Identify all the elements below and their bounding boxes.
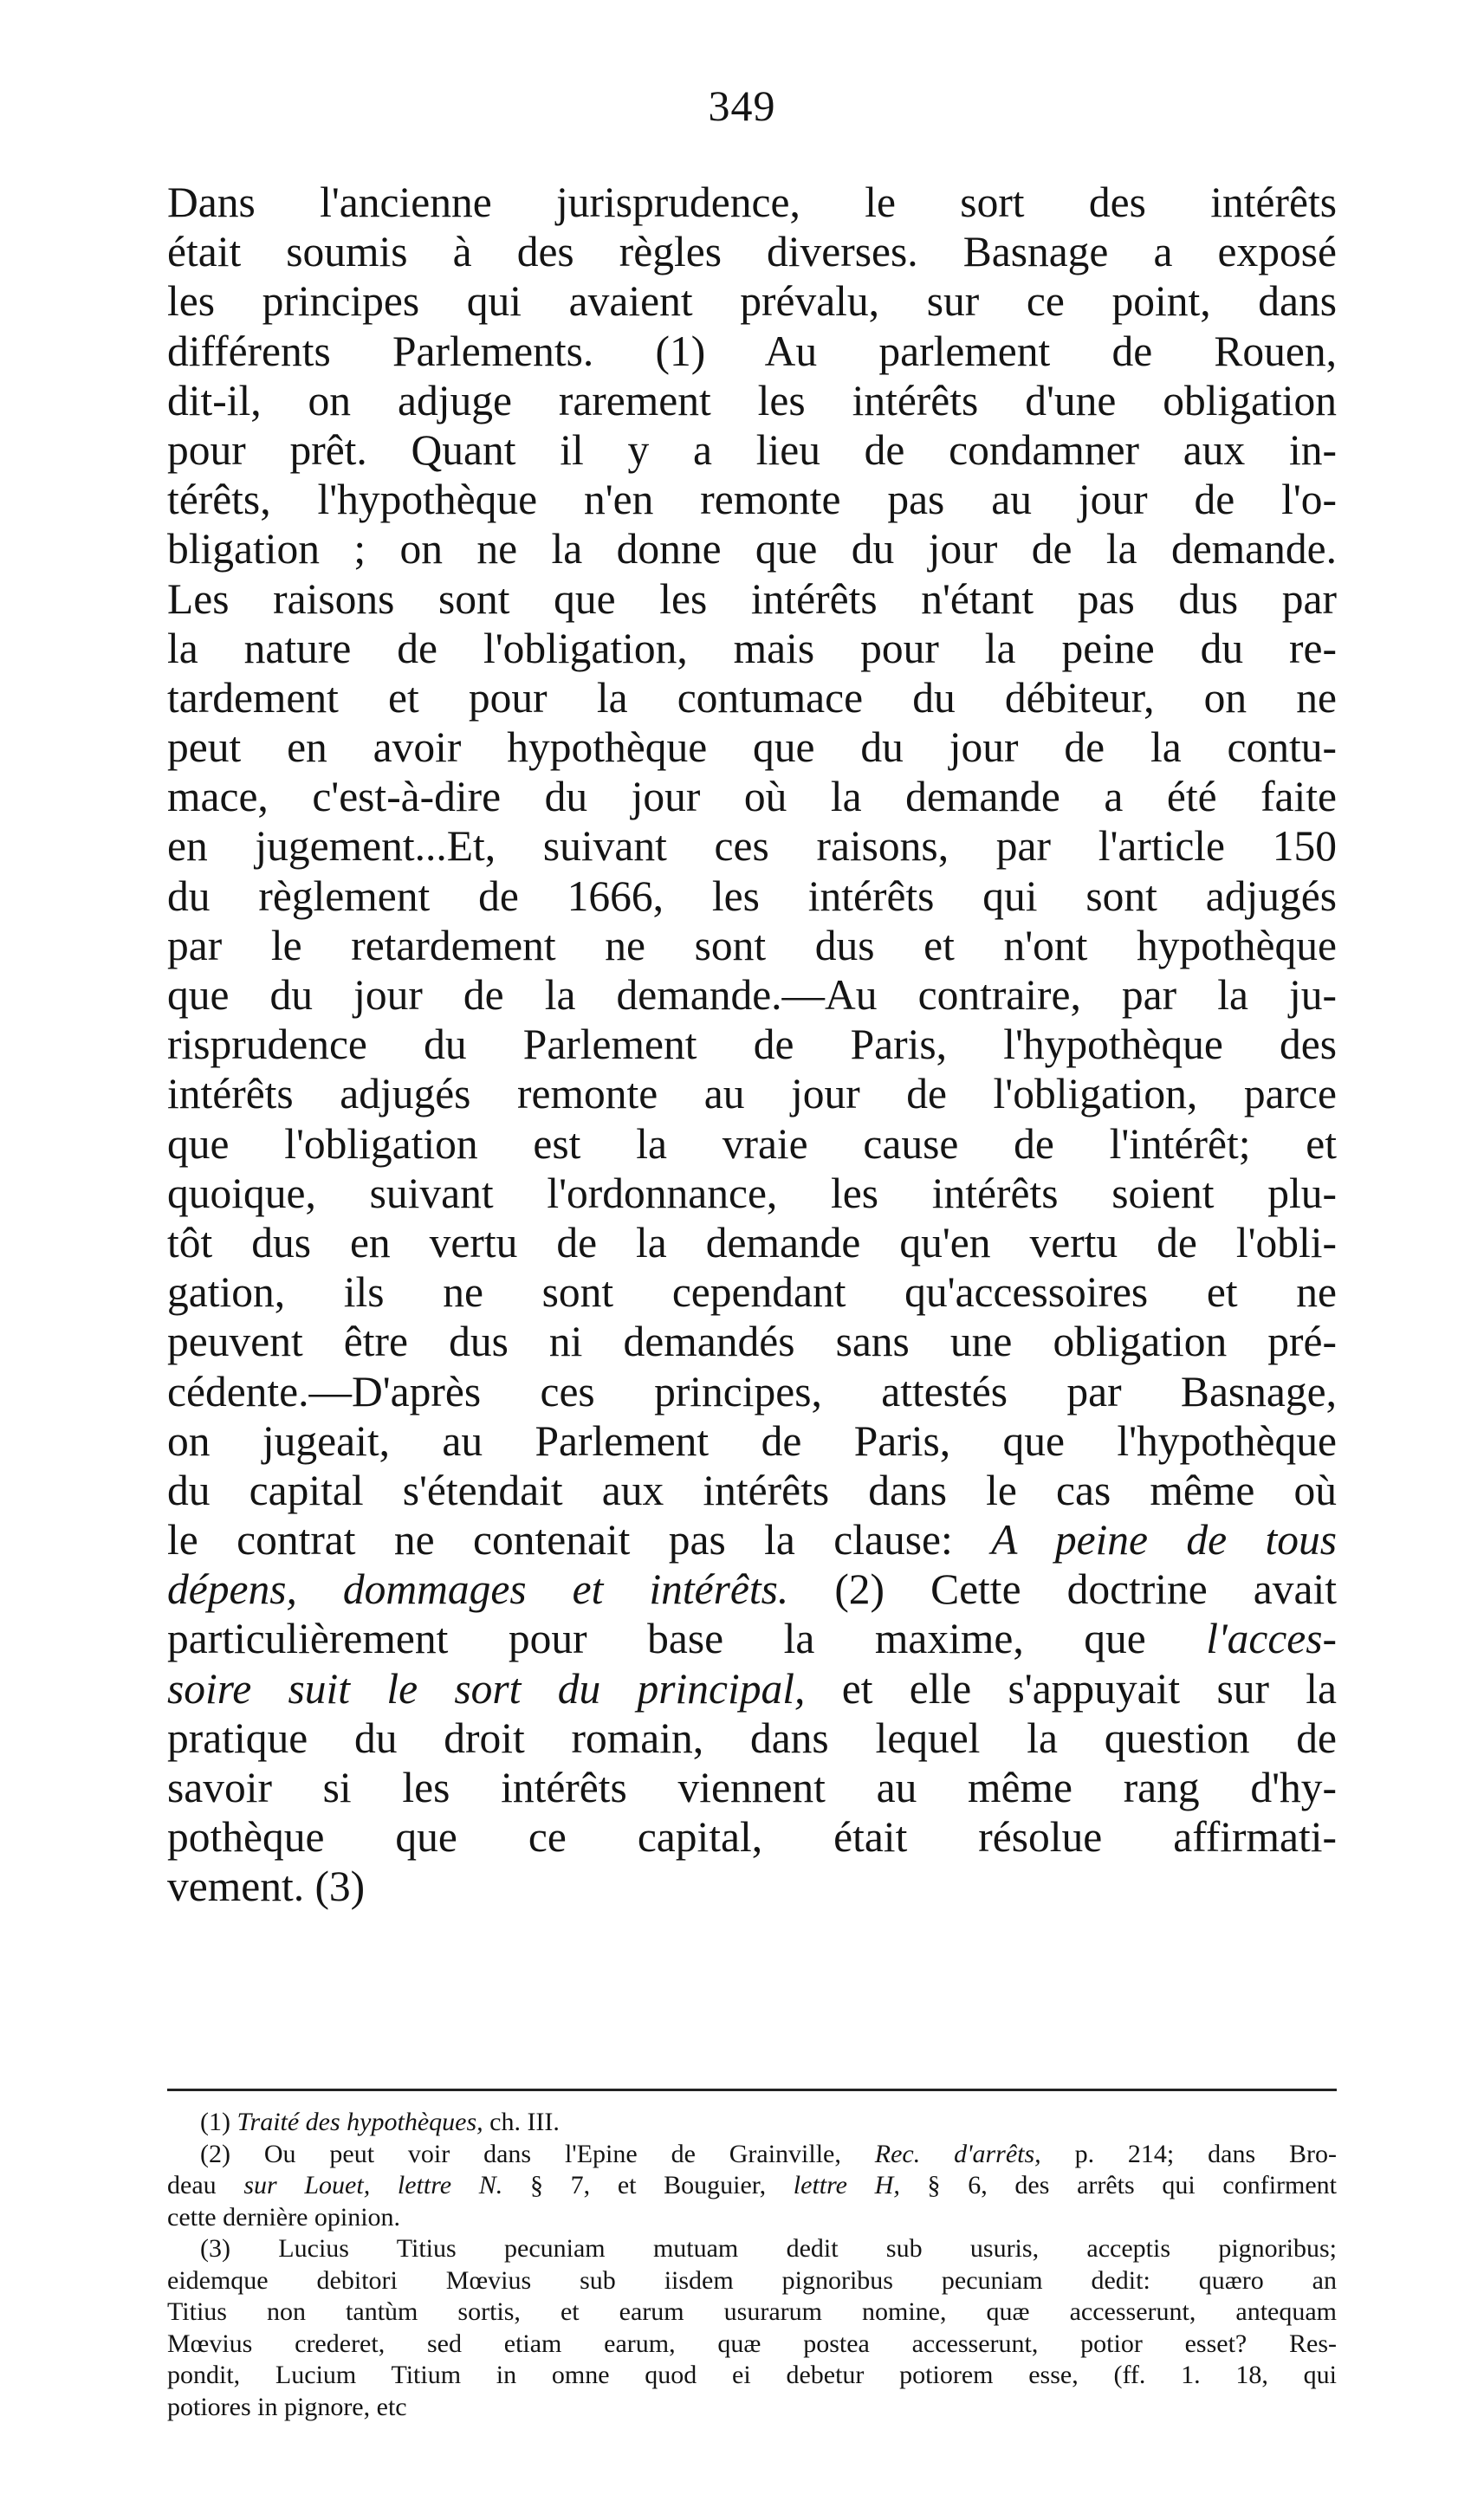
footnote-divider bbox=[167, 2089, 1337, 2091]
text-line: les principes qui avaient prévalu, sur ce point, dans bbox=[167, 277, 1337, 326]
main-text bbox=[167, 178, 1337, 1912]
footnote-text: (2) Ou peut voir dans l'Epine de Grainville, bbox=[200, 2139, 841, 2168]
text-line: peut en avoir hypothèque que du jour de la contu- bbox=[167, 723, 1337, 772]
text-line bbox=[167, 1664, 1337, 1713]
footnote-italic: sur Louet, lettre N. bbox=[243, 2171, 503, 2199]
text-line: bligation ; on ne la donne que du jour de la demande. bbox=[167, 525, 1337, 573]
footnote-2-line: cette dernière opinion. bbox=[167, 2202, 401, 2232]
footnotes bbox=[167, 2107, 1337, 2423]
footnote-italic: Rec. d'arrêts, bbox=[874, 2139, 1041, 2168]
text-line: du règlement de 1666, les intérêts qui sont adjugés bbox=[167, 871, 1337, 920]
text-line: pothèque que ce capital, était résolue affirmati- bbox=[167, 1813, 1337, 1862]
footnote-text: ch. III. bbox=[489, 2108, 560, 2136]
text-line: du capital s'étendait aux intérêts dans le cas même où bbox=[167, 1466, 1337, 1514]
footnote-3-line: Mœvius crederet, sed etiam earum, quæ postea accesserunt, potior esset? Res- bbox=[167, 2329, 1337, 2358]
footnote-3-line: pondit, Lucium Titium in omne quod ei debetur potiorem esse, (ff. 1. 18, qui bbox=[167, 2361, 1337, 2389]
text-line: savoir si les intérêts viennent au même rang d'hy- bbox=[167, 1764, 1337, 1811]
text-line: intérêts adjugés remonte au jour de l'obligation, parce bbox=[167, 1070, 1337, 1118]
footnote-text: deau bbox=[167, 2171, 217, 2199]
clause-text: le contrat ne contenait pas la clause: bbox=[167, 1516, 953, 1564]
footnote-italic: Traité des hypothèques, bbox=[237, 2108, 483, 2136]
text-segment: (2) Cette doctrine avait bbox=[834, 1565, 1337, 1614]
footnote-3-line: Titius non tantùm sortis, et earum usurarum nomine, quæ accesserunt, antequam bbox=[167, 2297, 1337, 2326]
italic-phrase: soire suit le sort du principal, bbox=[167, 1664, 806, 1713]
text-segment: particulièrement pour base la maxime, que bbox=[167, 1615, 1146, 1663]
footnote-3-line: eidemque debitori Mœvius sub iisdem pignoribus pecuniam dedit: quæro an bbox=[167, 2265, 1337, 2295]
italic-phrase: A peine de tous bbox=[991, 1516, 1338, 1564]
text-line: que du jour de la demande.—Au contraire, par la ju- bbox=[167, 971, 1337, 1019]
footnote-1 bbox=[167, 2107, 1337, 2139]
footnote-text: § 7, et Bouguier, bbox=[529, 2171, 767, 2199]
text-line: mace, c'est-à-dire du jour où la demande a été faite bbox=[167, 773, 1337, 821]
text-line: la nature de l'obligation, mais pour la peine du re- bbox=[167, 624, 1337, 672]
text-line bbox=[167, 1614, 1337, 1663]
footnote-3-line: potiores in pignore, etc bbox=[167, 2392, 407, 2421]
text-line: on jugeait, au Parlement de Paris, que l'hypothèque bbox=[167, 1416, 1337, 1465]
text-line: gation, ils ne sont cependant qu'accessoires et ne bbox=[167, 1268, 1337, 1317]
text-line: était soumis à des règles diverses. Basnage a exposé bbox=[167, 228, 1337, 276]
footnote-marker: (1) bbox=[200, 2108, 230, 2136]
text-line: dit-il, on adjuge rarement les intérêts d'une obligation bbox=[167, 376, 1337, 424]
text-line: pour prêt. Quant il y a lieu de condamner aux in- bbox=[167, 425, 1337, 474]
footnote-2-line bbox=[167, 2170, 1337, 2202]
text-line bbox=[167, 1564, 1337, 1614]
text-line: en jugement...Et, suivant ces raisons, par l'article 150 bbox=[167, 822, 1337, 871]
text-line: différents Parlements. (1) Au parlement de Rouen, bbox=[167, 327, 1337, 375]
italic-phrase: l'acces- bbox=[1206, 1615, 1338, 1663]
italic-phrase: dépens, dommages et intérêts. bbox=[167, 1565, 789, 1614]
text-line: pratique du droit romain, dans lequel la question de bbox=[167, 1713, 1337, 1762]
footnote-text: p. 214; dans Bro- bbox=[1074, 2139, 1337, 2168]
text-line: peuvent être dus ni demandés sans une obligation pré- bbox=[167, 1318, 1337, 1366]
text-line: vement. (3) bbox=[167, 1862, 366, 1911]
text-line: par le retardement ne sont dus et n'ont hypothèque bbox=[167, 921, 1337, 969]
text-line: risprudence du Parlement de Paris, l'hypothèque des bbox=[167, 1020, 1337, 1069]
text-line: que l'obligation est la vraie cause de l'intérêt; et bbox=[167, 1119, 1337, 1168]
text-line: tôt dus en vertu de la demande qu'en vertu de l'obli- bbox=[167, 1218, 1337, 1266]
text-line: Dans l'ancienne jurisprudence, le sort des intérêts bbox=[167, 178, 1337, 226]
footnote-3-line: (3) Lucius Titius pecuniam mutuam dedit sub usuris, acceptis pignoribus; bbox=[200, 2234, 1337, 2263]
footnote-text: § 6, des arrêts qui confirment bbox=[927, 2171, 1338, 2199]
footnote-2-line bbox=[167, 2139, 1337, 2171]
page-number: 349 bbox=[708, 81, 776, 130]
text-line: tardement et pour la contumace du débiteur, on ne bbox=[167, 673, 1337, 722]
text-line: quoique, suivant l'ordonnance, les intérêts soient plu- bbox=[167, 1169, 1337, 1217]
text-line bbox=[167, 1515, 1337, 1564]
text-line: cédente.—D'après ces principes, attestés par Basnage, bbox=[167, 1367, 1337, 1415]
footnote-italic: lettre H, bbox=[793, 2171, 900, 2199]
text-segment: et elle s'appuyait sur la bbox=[841, 1664, 1337, 1713]
text-line: Les raisons sont que les intérêts n'étant pas dus par bbox=[167, 574, 1337, 623]
text-line: térêts, l'hypothèque n'en remonte pas au jour de l'o- bbox=[167, 476, 1337, 524]
